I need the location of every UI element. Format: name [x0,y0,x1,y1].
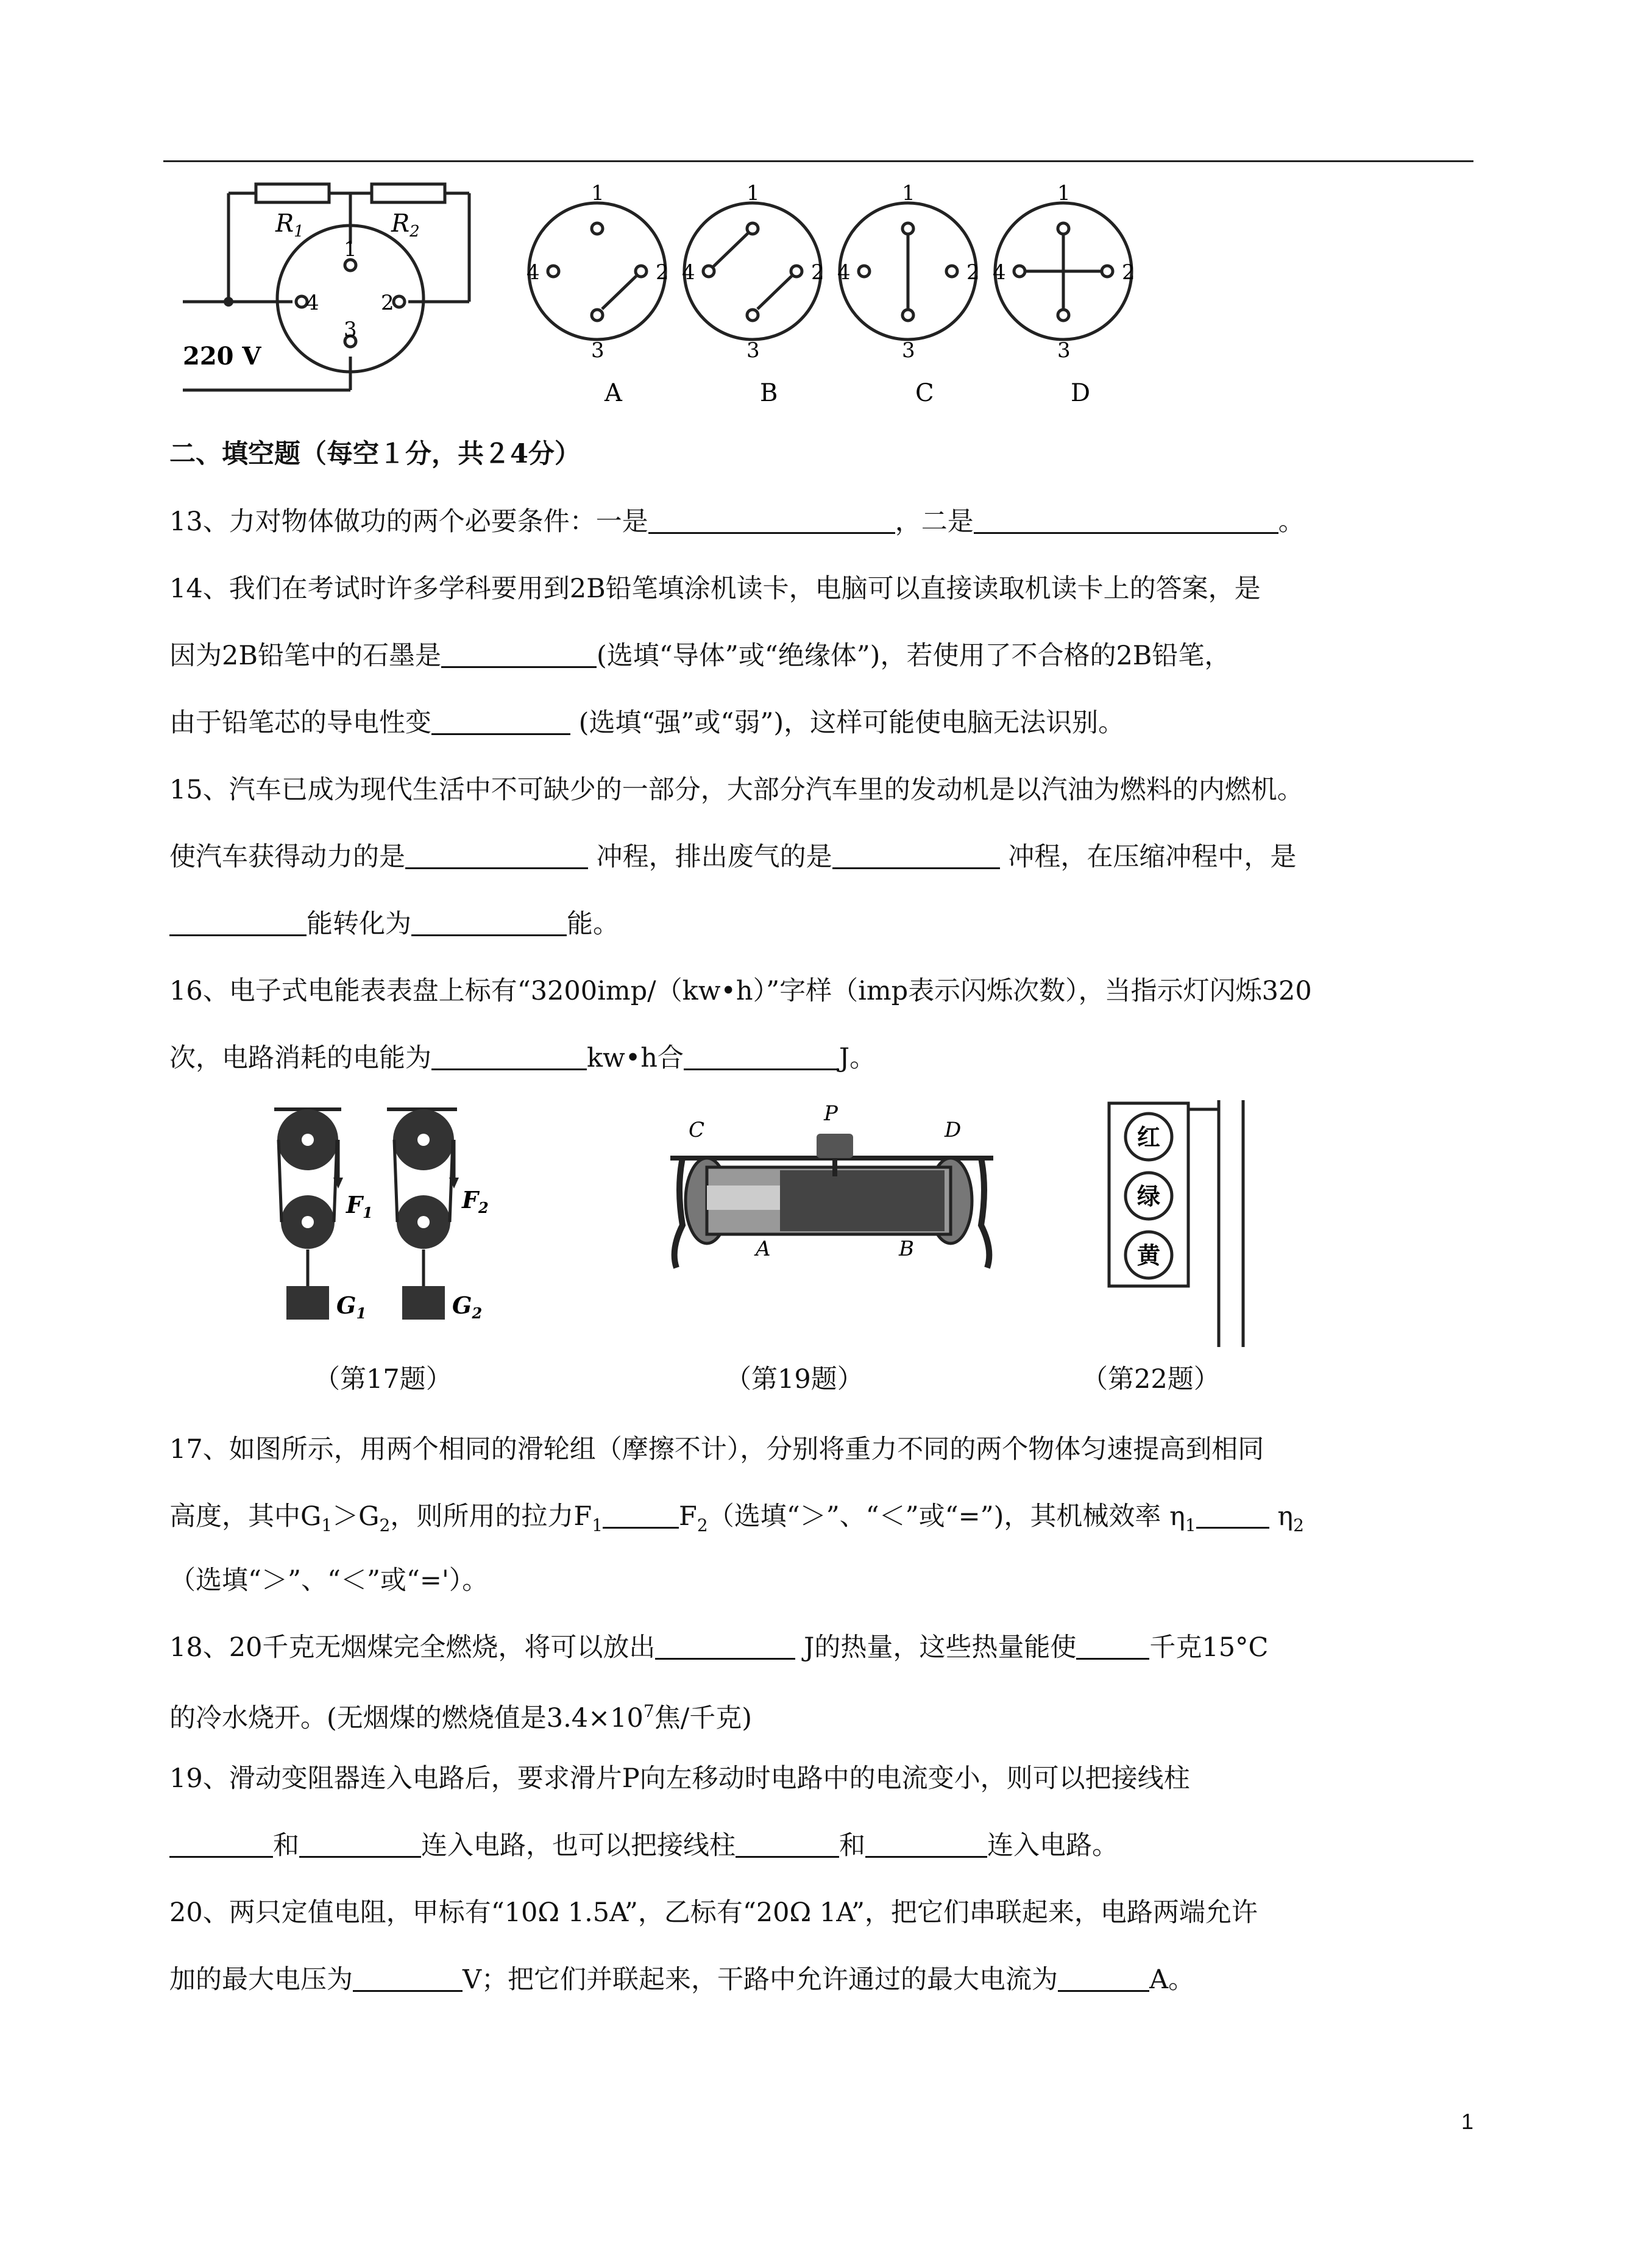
q17-blank-2[interactable] [1196,1500,1269,1529]
yellow-light-label: 黄 [1137,1242,1161,1269]
option-b-label: B [760,379,778,407]
svg-text:2: 2 [656,260,669,285]
rheostat-figure [664,1103,1005,1286]
svg-text:1: 1 [746,181,760,205]
q13-blank-2[interactable] [974,505,1278,534]
question-16-line-2: 次，电路消耗的电能为 kw•h合 J。 [169,1043,876,1073]
g2-label: G [452,1292,472,1319]
svg-text:R1 [275,210,304,241]
r2-sub: 2 [410,222,420,241]
svg-text:3: 3 [591,338,604,363]
q19-blank-1[interactable] [169,1829,273,1858]
question-14-line-1: 14、我们在考试时许多学科要用到2B铅笔填涂机读卡，电脑可以直接读取机读卡上的答案，是 [169,574,1261,604]
svg-text:4: 4 [993,260,1006,285]
q13-blank-1[interactable] [648,505,895,534]
red-light-label: 红 [1137,1123,1161,1151]
question-15-line-3: 能转化为 能。 [169,906,619,942]
q15-blank-3[interactable] [169,908,307,936]
terminal-d: D [945,1118,962,1142]
question-15-line-1: 15、汽车已成为现代生活中不可缺少的一部分，大部分汽车里的发动机是以汽油为燃料的内燃机。 [169,775,1303,805]
terminal-a: A [756,1237,771,1261]
question-13: 13、力对物体做功的两个必要条件：一是 ，二是 。 [169,507,1305,537]
svg-text:F2: $F_2$ [462,1186,489,1217]
option-d-label: D [1071,379,1091,407]
q18-blank-2[interactable] [1076,1631,1149,1660]
q15-blank-4[interactable] [411,908,567,936]
option-c-label: C [915,379,934,407]
question-17-line-2: 高度，其中$G_1>G_2$，则所用的拉力$F_1$ $F_2$（选填“＞”、“＜”或“=”)，其机械效率 $\eta_1$ $\eta_2$ [169,1501,1304,1535]
q15-blank-1[interactable] [405,841,588,869]
svg-text:2: 2 [811,260,824,285]
option-letters [604,379,1090,407]
r1-label: R [275,210,294,238]
q16-blank-1[interactable] [431,1042,587,1070]
option-b-switch [684,203,821,339]
question-16-line-1: 16、电子式电能表表盘上标有“3200imp/（kw•h）”字样（imp表示闪烁次数），当指示灯闪烁320 [169,976,1312,1006]
slider-p: P [824,1103,838,1126]
option-a-label: A [604,379,622,407]
svg-text:2: 2 [1122,260,1135,285]
terminal-c: C [689,1118,705,1142]
question-18-line-2: 的冷水烧开。(无烟煤的燃烧值是$3.4\times 10^7$焦/千克) [169,1701,752,1733]
svg-text:3: 3 [902,338,915,363]
green-light-label: 绿 [1137,1182,1161,1210]
q14-blank-1[interactable] [441,639,597,668]
svg-text:G1: $G_1$ [336,1292,367,1322]
q19-blank-3[interactable] [736,1829,839,1858]
question-18-line-1: 18、20千克无烟煤完全燃烧，将可以放出 J的热量，这些热量能使 千克15°C [169,1632,1269,1663]
svg-text:2: 2 [966,260,980,285]
svg-text:1: 1 [591,181,604,205]
terminal-b: B [899,1237,914,1261]
section-title: 二、填空题（每空１分，共２4分） [169,439,581,469]
svg-text:G2: $G_2$ [452,1292,483,1322]
question-20-line-2: 加的最大电压为 V；把它们并联起来，干路中允许通过的最大电流为 A。 [169,1964,1195,1995]
option-a-switch [529,203,665,339]
pulley-figure [256,1103,573,1347]
svg-text:4: 4 [526,260,540,285]
q17-blank-1[interactable] [603,1500,679,1529]
q20-blank-2[interactable] [1058,1963,1149,1992]
question-19-line-2: 和 连入电路，也可以把接线柱 和 连入电路。 [169,1827,1118,1864]
option-c-switch [840,203,976,339]
page-number: 1 [1461,2109,1473,2134]
q16-blank-2[interactable] [684,1042,839,1070]
header-rule [163,160,1473,162]
question-15-line-2: 使汽车获得动力的是 冲程，排出废气的是 冲程，在压缩冲程中，是 [169,842,1297,872]
traffic-light-figure [1103,1097,1261,1353]
option-d-switch [995,203,1132,339]
q18-blank-1[interactable] [655,1631,795,1660]
svg-text:F1: $F_1$ [346,1191,373,1221]
svg-text:4: 4 [837,260,851,285]
svg-text:3: 3 [746,338,760,363]
f1-label: F [346,1191,363,1218]
svg-text:4: 4 [306,291,319,315]
svg-text:4: 4 [682,260,695,285]
caption-q19: （第19题） [725,1364,863,1395]
svg-text:R2 [391,210,420,241]
question-17-line-1: 17、如图所示，用两个相同的滑轮组（摩擦不计），分别将重力不同的两个物体匀速提高到相同 [169,1434,1264,1465]
q15-blank-2[interactable] [832,841,1000,869]
switch-circuit-figure [171,171,1207,414]
question-19-line-1: 19、滑动变阻器连入电路后，要求滑片P向左移动时电路中的电流变小，则可以把接线柱 [169,1763,1190,1794]
svg-text:1: 1 [344,237,357,261]
g1-label: G [336,1292,356,1319]
svg-text:1: 1 [1057,181,1071,205]
voltage-label: 220 V [183,342,261,371]
r2-label: R [391,210,410,238]
question-14-line-3: 由于铅笔芯的导电性变 (选填“强”或“弱”)，这样可能使电脑无法识别。 [169,708,1125,738]
question-14-line-2: 因为2B铅笔中的石墨是 (选填“导体”或“绝缘体”)，若使用了不合格的2B铅笔， [169,641,1231,671]
caption-q17: （第17题） [314,1364,452,1395]
q19-blank-2[interactable] [299,1829,421,1858]
svg-text:1: 1 [902,181,915,205]
q14-blank-2[interactable] [431,706,570,735]
svg-text:3: 3 [1057,338,1071,363]
caption-q22: （第22题） [1082,1364,1220,1395]
question-17-line-3: （选填“＞”、“＜”或“='）。 [169,1565,489,1596]
svg-text:2: 2 [381,291,394,315]
r1-sub: 1 [294,222,304,241]
svg-text:3: 3 [344,318,357,342]
f2-label: F [462,1186,478,1214]
q19-blank-4[interactable] [865,1829,987,1858]
question-20-line-1: 20、两只定值电阻，甲标有“10Ω 1.5A”，乙标有“20Ω 1A”，把它们串联起来，电路两端允许 [169,1897,1258,1928]
q20-blank-1[interactable] [353,1963,463,1992]
